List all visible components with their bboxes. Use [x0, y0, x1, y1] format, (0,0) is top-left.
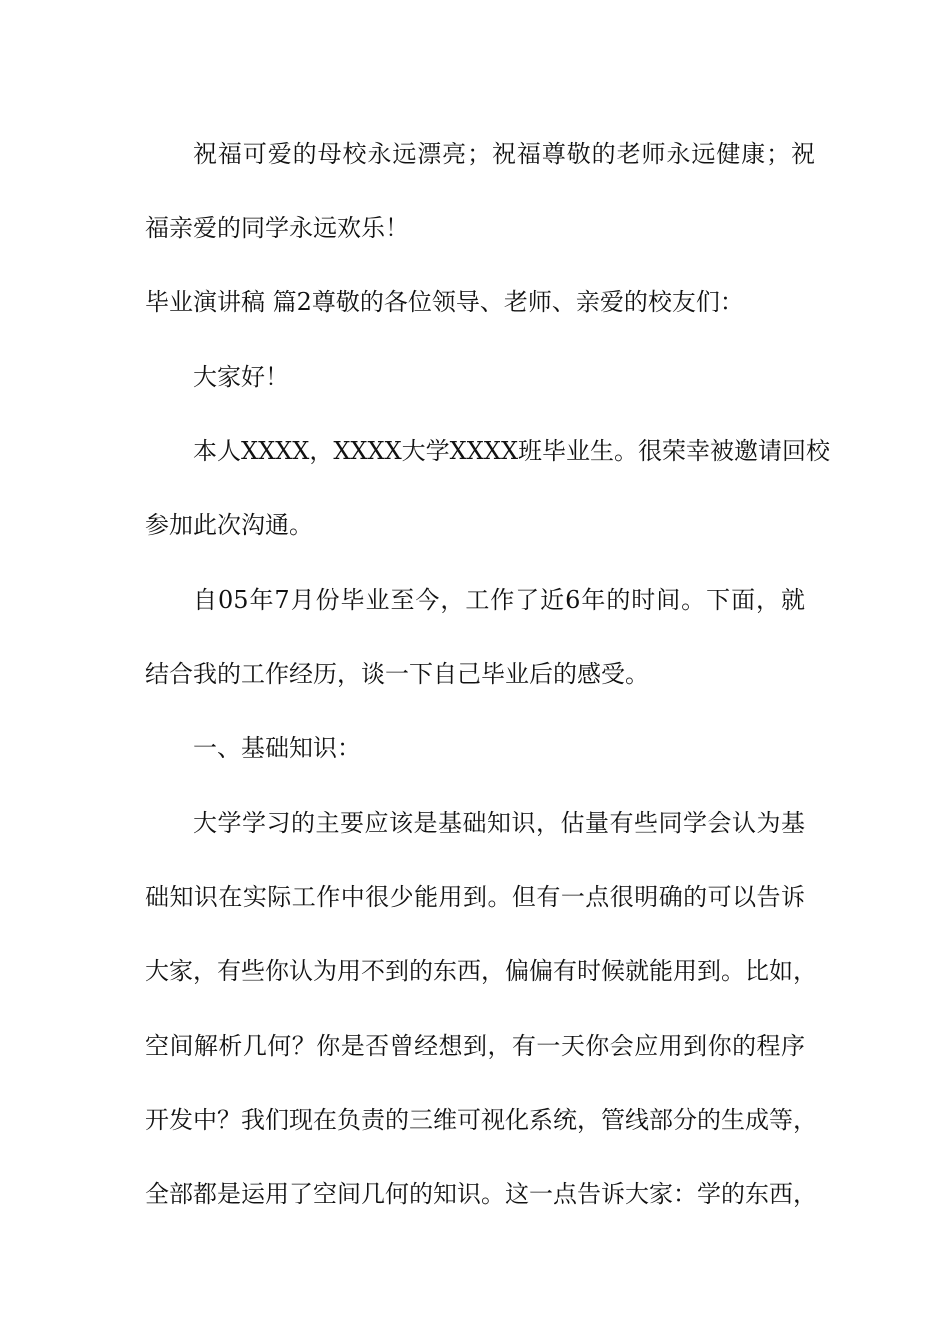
text-line: 础知识在实际工作中很少能用到。但有一点很明确的可以告诉: [145, 883, 805, 911]
text-line: 结合我的工作经历，谈一下自己毕业后的感受。: [145, 660, 649, 688]
section-heading-line: 毕业演讲稿 篇2尊敬的各位领导、老师、亲爱的校友们：: [145, 288, 744, 316]
text-line: 大家好！: [193, 363, 289, 391]
text-line: 全部都是运用了空间几何的知识。这一点告诉大家：学的东西，: [145, 1180, 817, 1208]
text-line: 福亲爱的同学永远欢乐！: [145, 214, 409, 242]
text-line: 大家，有些你认为用不到的东西，偏偏有时候就能用到。比如，: [145, 957, 817, 985]
numbered-heading-line: 一、基础知识：: [193, 734, 361, 762]
text-line: 本人XXXX，XXXX大学XXXX班毕业生。很荣幸被邀请回校: [193, 437, 831, 465]
text-line: 自05年7月份毕业至今，工作了近6年的时间。下面，就: [193, 586, 805, 614]
text-line: 大学学习的主要应该是基础知识，估量有些同学会认为基: [193, 809, 805, 837]
text-line: 参加此次沟通。: [145, 511, 313, 539]
text-line: 开发中？我们现在负责的三维可视化系统，管线部分的生成等，: [145, 1106, 817, 1134]
text-line: 祝福可爱的母校永远漂亮；祝福尊敬的老师永远健康；祝: [193, 140, 815, 168]
text-line: 空间解析几何？你是否曾经想到，有一天你会应用到你的程序: [145, 1032, 805, 1060]
